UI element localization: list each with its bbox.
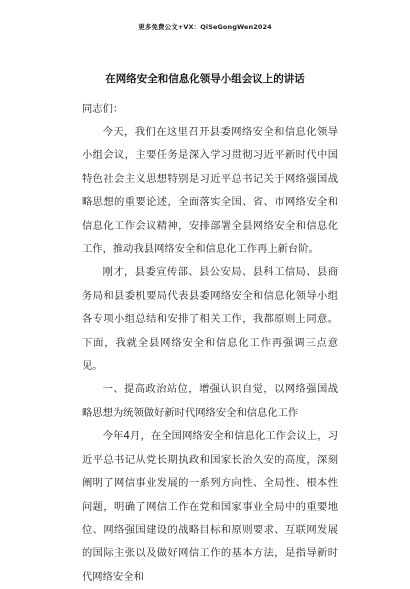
header-note: 更多免费公文+VX：QiSeGongWen2024 <box>138 23 272 31</box>
document-body <box>82 121 338 589</box>
paragraph-3: 今年4月，在全国网络安全和信息化工作会议上，习近平总书记从党长期执政和国家长治久安的高度，深刻阐明了网信事业发展的一系列方向性、全局性、根本性问题，明确了网信工作在党和国家事业全局中的重要地位、网络强国建设的战略目标和原则要求、互联网发展的国际主张以及做好网信工作的基本方法，是指导新时代网络安全和 <box>82 430 338 583</box>
paragraph-1: 今天，我们在这里召开县委网络安全和信息化领导小组会议，主要任务是深入学习贯彻习近平新时代中国特色社会主义思想特别是习近平总书记关于网络强国战略思想的重要论述，全面落实全国、省、市网络安全和信息化工作会议精神，安排部署全县网络安全和信息化工作，推动我县网络安全和信息化工作再上新台阶。 <box>82 126 338 256</box>
document-title: 在网络安全和信息化领导小组会议上的讲话 <box>105 73 305 85</box>
salutation-block <box>82 98 338 121</box>
section-heading-1: 一、提高政治站位，增强认识自觉，以网络强国战略思想为统领做好新时代网络安全和信息化工作 <box>82 383 338 419</box>
salutation: 同志们： <box>82 103 124 115</box>
paragraph-2: 刚才，县委宣传部、县公安局、县科工信局、县商务局和县委机要局代表县委网络安全和信息化领导小组各专项小组总结和安排了相关工作，我都原则上同意。下面，我就全县网络安全和信息化工作再强调三点意见。 <box>82 266 338 373</box>
